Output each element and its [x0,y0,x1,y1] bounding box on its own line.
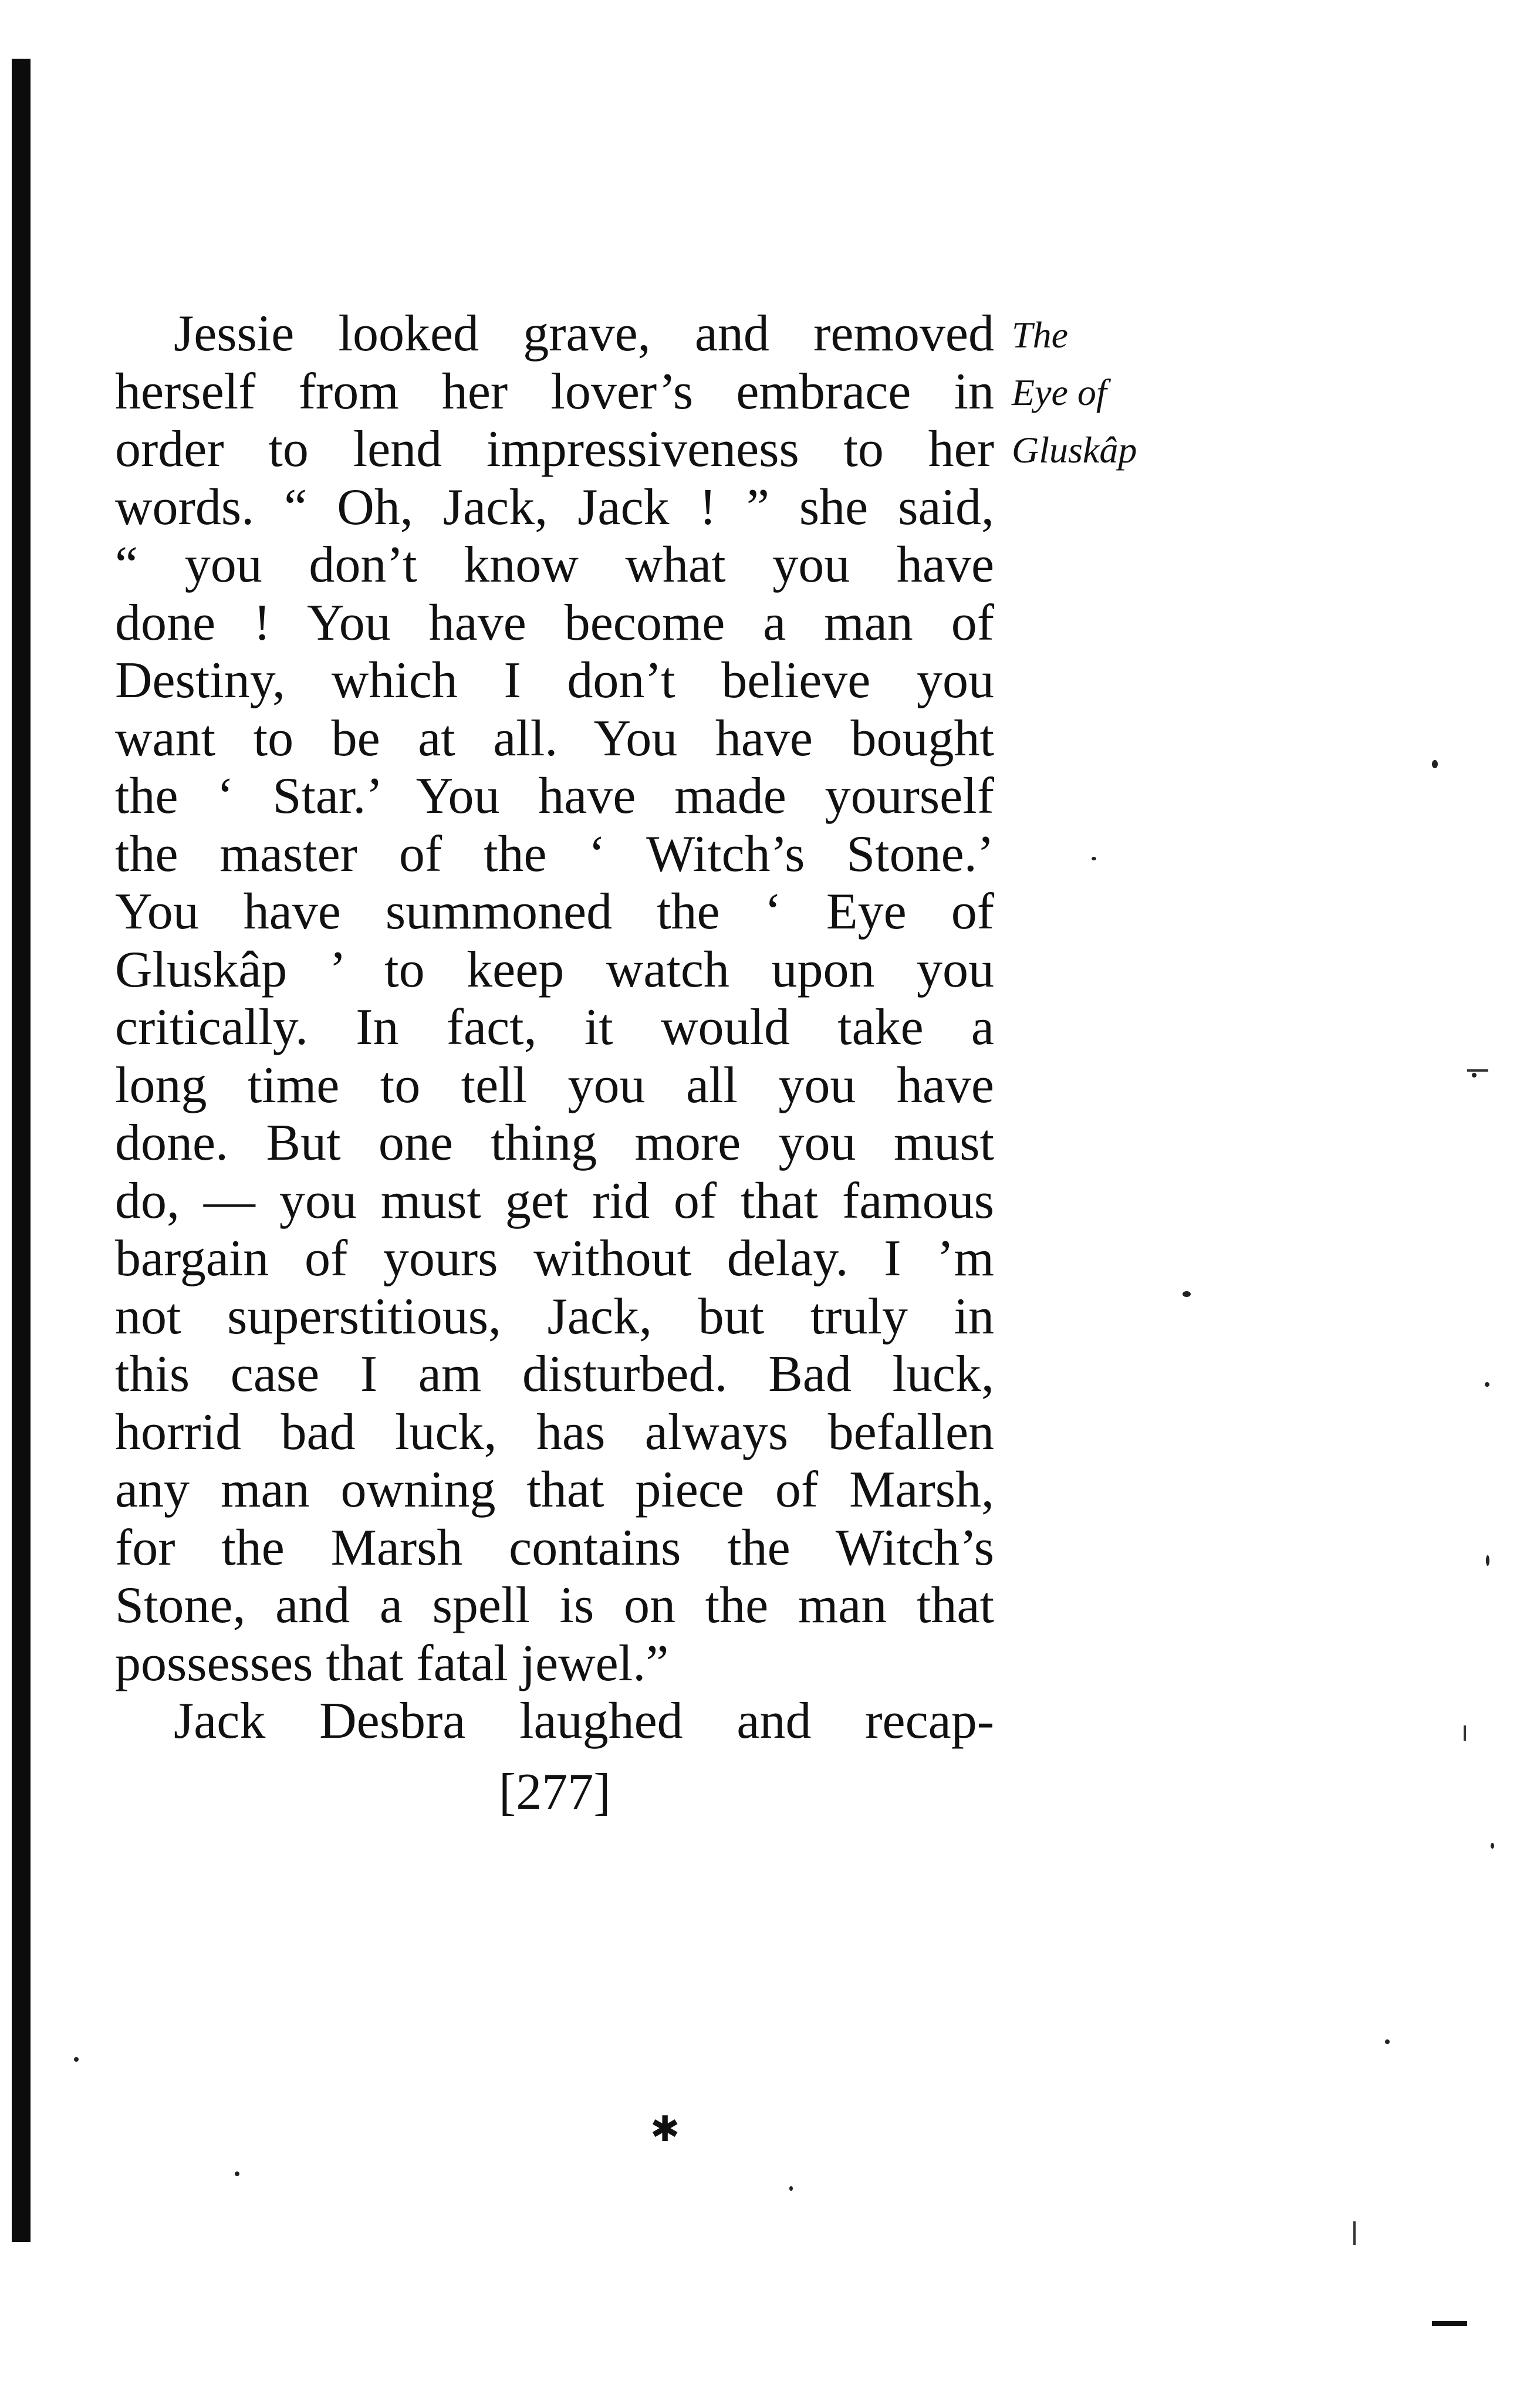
scan-mark [1353,2221,1356,2245]
text-line: critically. In fact, it would take a [115,999,994,1056]
text-line: possesses that fatal jewel.” [115,1634,669,1692]
text-line: the ‘ Star.’ You have made yourself [115,768,994,825]
text-line: Destiny, which I don’t believe you [115,652,994,709]
ornament-icon: ✱ [650,2110,680,2149]
text-line: done. But one thing more you must [115,1114,994,1171]
page-number: [277] [499,1764,611,1821]
text-line: any man owning that piece of Marsh, [115,1461,994,1518]
scan-speck [1486,1555,1489,1566]
text-line: want to be at all. You have bought [115,710,994,767]
text-line: this case I am disturbed. Bad luck, [115,1346,994,1403]
text-line: long time to tell you all you have [115,1056,994,1114]
text-line: horrid bad luck, has always befallen [115,1403,994,1461]
text-line: done ! You have become a man of [115,594,994,651]
text-line: Gluskâp ’ to keep watch upon you [115,941,994,998]
margin-note-line: Eye of [1012,371,1107,413]
scan-speck [74,2057,79,2062]
scan-mark [1432,2321,1467,2326]
text-line: herself from her lover’s embrace in [115,363,994,420]
text-line: for the Marsh contains the Witch’s [115,1519,994,1576]
scan-speck [1491,1843,1494,1849]
scan-speck [1385,2039,1390,2044]
margin-note-line: The [1012,314,1068,356]
scan-speck [1485,1382,1489,1387]
text-line: Jessie looked grave, and removed [174,305,994,362]
scan-speck [1472,1073,1477,1078]
scan-speck [235,2171,239,2176]
text-line: order to lend impressiveness to her [115,421,994,478]
body-text [115,305,994,1751]
text-line: do, — you must get rid of that famous [115,1172,994,1230]
text-line: words. “ Oh, Jack, Jack ! ” she said, [115,478,994,536]
margin-note-line: Gluskâp [1012,429,1137,471]
margin-note [1012,306,1188,479]
text-line: not superstitious, Jack, but truly in [115,1288,994,1345]
scan-speck [789,2186,793,2191]
binding-edge [12,59,31,2242]
text-line: the master of the ‘ Witch’s Stone.’ [115,825,994,883]
text-line: “ you don’t know what you have [115,536,994,593]
text-line: bargain of yours without delay. I ’m [115,1230,994,1287]
text-line: You have summoned the ‘ Eye of [115,883,994,940]
text-line: Jack Desbra laughed and recap- [174,1693,994,1750]
scan-mark [1467,1069,1488,1072]
scan-mark [1464,1725,1466,1741]
scan-speck [1183,1291,1191,1297]
text-line: Stone, and a spell is on the man that [115,1577,994,1634]
scan-speck [1092,857,1096,860]
scan-speck [1432,760,1438,768]
